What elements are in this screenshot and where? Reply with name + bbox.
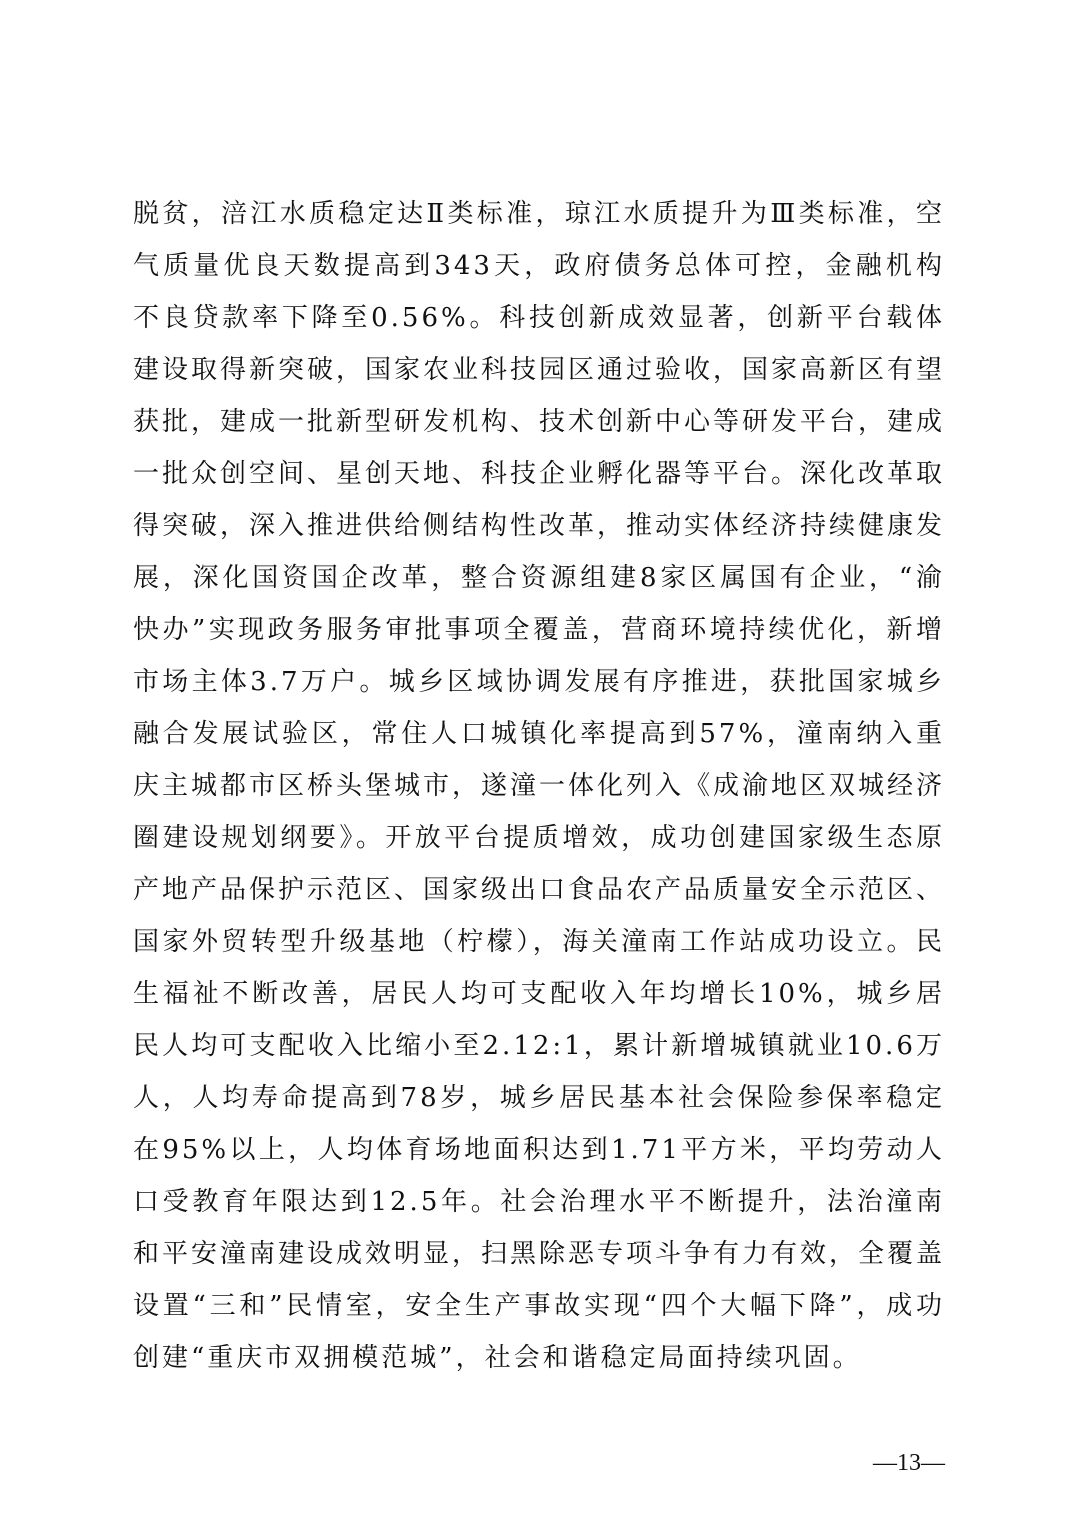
body-paragraph: 脱贫，涪江水质稳定达Ⅱ类标准，琼江水质提升为Ⅲ类标准，空气质量优良天数提高到343天，政府债务总体可控，金融机构不良贷款率下降至0.56%。科技创新成效显著，创新平台载体建设取得新突破，国家农业科技园区通过验收，国家高新区有望获批，建成一批新型研发机构、技术创新中心等研发平台，建成一批众创空间、星创天地、科技企业孵化器等平台。深化改革取得突破，深入推进供给侧结构性改革，推动实体经济持续健康发展，深化国资国企改革，整合资源组建8家区属国有企业，“渝快办”实现政务服务审批事项全覆盖，营商环境持续优化，新增市场主体3.7万户。城乡区域协调发展有序推进，获批国家城乡融合发展试验区，常住人口城镇化率提高到57%，潼南纳入重庆主城都市区桥头堡城市，遂潼一体化列入《成渝地区双城经济圈建设规划纲要》。开放平台提质增效，成功创建国家级生态原产地产品保护示范区、国家级出口食品农产品质量安全示范区、国家外贸转型升级基地（柠檬），海关潼南工作站成功设立。民生福祉不断改善，居民人均可支配收入年均增长10%，城乡居民人均可支配收入比缩小至2.12:1，累计新增城镇就业10.6万人，人均寿命提高到78岁，城乡居民基本社会保险参保率稳定在95%以上，人均体育场地面积达到1.71平方米，平均劳动人口受教育年限达到12.5年。社会治理水平不断提升，法治潼南和平安潼南建设成效明显，扫黑除恶专项斗争有力有效，全覆盖设置“三和”民情室，安全生产事故实现“四个大幅下降”，成功创建“重庆市双拥模范城”，社会和谐稳定局面持续巩固。 — [133, 199, 946, 1373]
page-number: —13— — [873, 1450, 945, 1476]
